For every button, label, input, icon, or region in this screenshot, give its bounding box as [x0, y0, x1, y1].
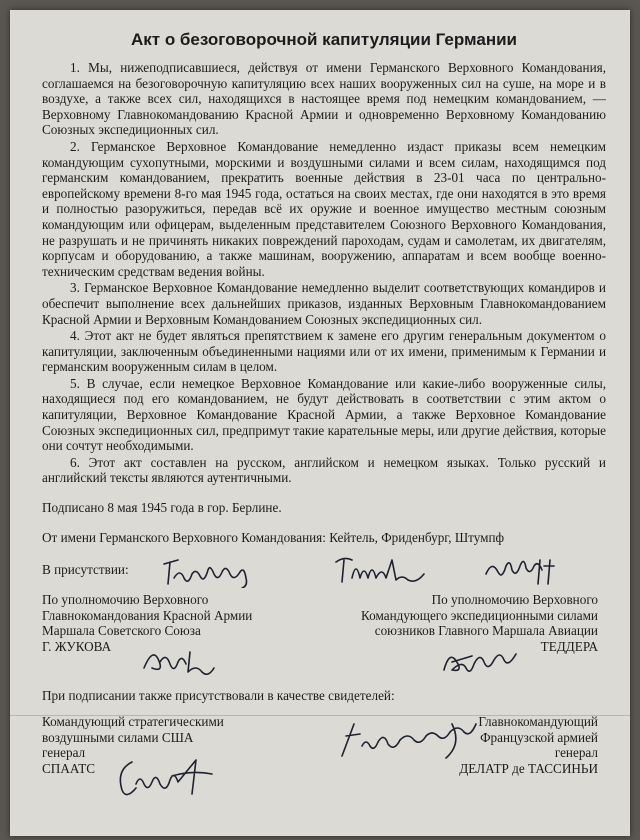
paragraph-6: 6. Этот акт составлен на русском, английском и немецком языках. Только русский и английский тексты являются аутентичными.	[42, 454, 606, 486]
fr-witness	[459, 714, 598, 776]
presence-row	[42, 548, 606, 590]
fr-line-1: Главнокомандующий	[478, 714, 598, 730]
allied-line-4: ТЕДДЕРА	[540, 638, 598, 654]
us-line-3: генерал	[42, 745, 86, 761]
document-title: Акт о безоговорочной капитуляции Германии	[130, 30, 518, 49]
soviet-line-3: Маршала Советского Союза	[42, 623, 201, 639]
paragraph-1: 1. Мы, нижеподписавшиеся, действуя от имени Германского Верховного Командования, соглашаемся на безоговорочную капитуляцию всех наших вооруженных сил на суше, на море и в воздухе, а также всех сил, находящихся в настоящее время под немецким командованием, — Верховному Главнокомандованию Красной Армии и одновременно Верховному Командованию Союзных экспедиционных сил.	[42, 60, 606, 138]
allied-line-1: По уполномочию Верховного	[431, 592, 598, 608]
soviet-line-4: Г. ЖУКОВА	[42, 638, 112, 654]
paragraph-5: 5. В случае, если немецкое Верховное Командование или какие-либо вооруженные силы, находящиеся под его командованием, не будут действовать в соответствии с этим актом о капитуляции, Верховное Командование Красной Армии, а также Верховное Командование Союзных экспедиционных сил, предпримут такие карательные меры, или другие действия, которые они сочтут необходимыми.	[42, 375, 606, 454]
signature-stumpff	[480, 552, 570, 588]
paragraph-2: 2. Германское Верховное Командование немедленно издаст приказы всем немецким командующим сухопутными, морскими и воздушными силами и всем силам, находящимся под германским командованием, прекратить военные действия в 23-01 часа по центрально-европейскому времени 8-го мая 1945 года, остаться на своих местах, где они находятся в это время и полностью разоружиться, передав всё их оружие и военное имущество местным союзным командующим или офицерам, выделенным представителем Союзного Верховного Командования, не разрушать и не причинять никаких повреждений пароходам, судам и самолетам, их двигателям, корпусам и оборудованию, а также машинам, вооружению, аппаратам и всем вообще военно-техническим средствам ведения войны.	[42, 138, 606, 279]
fr-line-3: генерал	[554, 745, 598, 761]
us-line-1: Командующий стратегическими	[42, 714, 224, 730]
signature-zhukov	[138, 642, 228, 678]
paragraph-3: 3. Германское Верховное Командование немедленно выделит соответствующих командиров и обеспечит выполнение всех дальнейших приказов, изданных Верховным Главнокомандованием Красной Армии и Верховным Командованием Союзных экспедиционных сил.	[42, 280, 606, 327]
us-line-4: СПААТС	[42, 760, 96, 776]
document-page	[10, 10, 630, 836]
allied-line-2: Командующего экспедиционными силами	[360, 607, 598, 623]
allied-line-3: союзников Главного Маршала Авиации	[374, 623, 598, 639]
soviet-line-1: По уполномочию Верховного	[42, 592, 209, 608]
signature-spaatz	[112, 754, 222, 804]
soviet-line-2: Главнокомандования Красной Армии	[42, 607, 253, 623]
fr-line-2: Французской армией	[480, 729, 598, 745]
signature-tedder	[438, 642, 538, 678]
signature-friedeburg	[160, 554, 280, 588]
witness-blocks	[42, 708, 606, 818]
fr-line-4: ДЕЛАТР де ТАССИНЬИ	[459, 760, 598, 776]
us-line-2: воздушными силами США	[42, 729, 194, 745]
presence-label: В присутствии:	[42, 562, 129, 578]
authorization-blocks	[42, 592, 606, 678]
german-signatories: От имени Германского Верховного Командования: Кейтель, Фриденбург, Штумпф	[42, 530, 505, 546]
witnesses-intro: При подписании также присутствовали в качестве свидетелей:	[42, 688, 395, 704]
signature-keitel	[332, 550, 442, 586]
signed-line: Подписано 8 мая 1945 года в гор. Берлине.	[42, 500, 282, 516]
paragraph-4: 4. Этот акт не будет являться препятствием к замене его другим генеральным документом о капитуляции, заключенным объединенными нациями или от их имени, применимым к Германии и германским вооруженным силам в целом.	[42, 328, 606, 375]
